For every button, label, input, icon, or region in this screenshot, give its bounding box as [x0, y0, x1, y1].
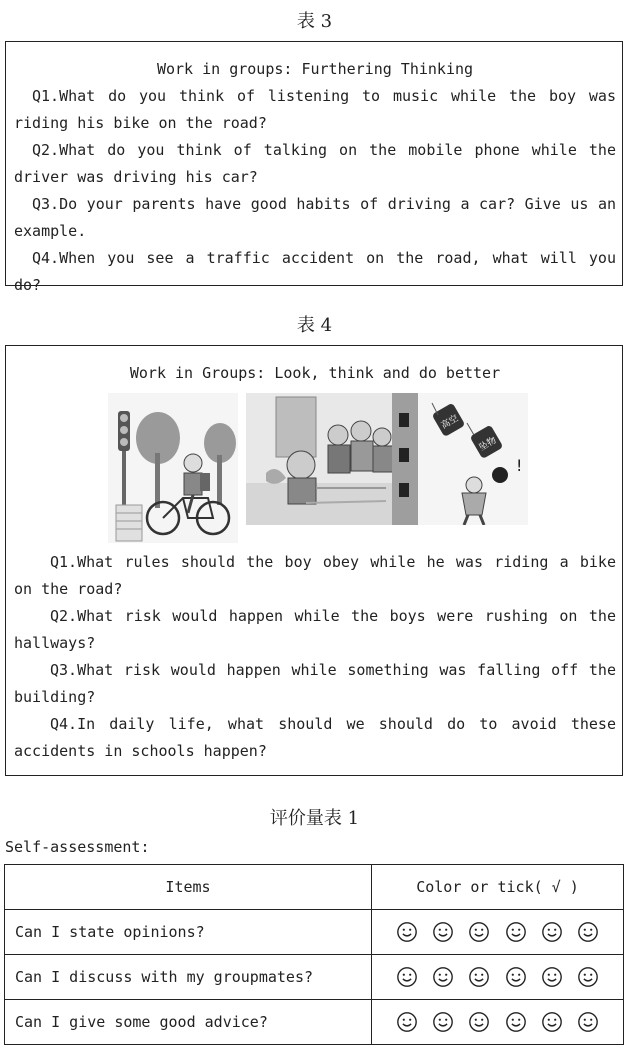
table4-question-4: Q4.In daily life, what should we should do to avoid these accidents in schools happen?: [14, 715, 616, 760]
smiley-cell: [372, 1000, 624, 1045]
table3-question-3: Q3.Do your parents have good habits of driving a car? Give us an example.: [14, 195, 616, 240]
smiley-icon[interactable]: [432, 921, 454, 943]
smiley-icon[interactable]: [577, 1011, 599, 1033]
table3-title: Work in groups: Furthering Thinking: [156, 60, 474, 78]
table4-box: [5, 345, 623, 776]
item-label: Can I state opinions?: [5, 910, 372, 955]
item-label: Can I discuss with my groupmates?: [5, 955, 372, 1000]
table4-question-1: Q1.What rules should the boy obey while he was riding a bike on the road?: [14, 553, 616, 598]
smiley-icon[interactable]: [396, 966, 418, 988]
smiley-group: [382, 966, 613, 988]
table3-question-2: Q2.What do you think of talking on the mobile phone while the driver was driving his car?: [14, 141, 616, 186]
self-assessment-table: [4, 864, 624, 1045]
smiley-icon[interactable]: [577, 966, 599, 988]
smiley-icon[interactable]: [396, 921, 418, 943]
smiley-icon[interactable]: [505, 1011, 527, 1033]
smiley-icon[interactable]: [468, 966, 490, 988]
table4-caption: 表 4: [296, 315, 333, 336]
self-assessment-label: Self-assessment:: [5, 838, 150, 856]
table-row: [5, 955, 624, 1000]
smiley-group: [382, 921, 613, 943]
svg-text:!: !: [516, 456, 523, 475]
smiley-icon[interactable]: [468, 1011, 490, 1033]
smiley-icon[interactable]: [577, 921, 599, 943]
smiley-icon[interactable]: [396, 1011, 418, 1033]
table-header-row: [5, 865, 624, 910]
falling-object-label-1: 高空: [439, 413, 461, 432]
item-label: Can I give some good advice?: [5, 1000, 372, 1045]
smiley-icon[interactable]: [505, 966, 527, 988]
table-row: [5, 1000, 624, 1045]
falling-object-label-2: 坠物: [477, 435, 499, 454]
smiley-icon[interactable]: [541, 921, 563, 943]
header-items: Items: [5, 865, 372, 910]
bike-illustration: [108, 393, 238, 543]
table4-question-3: Q3.What risk would happen while something was falling off the building?: [14, 661, 616, 706]
header-color-or-tick: Color or tick( √ ): [372, 865, 624, 910]
falling-objects-illustration: [392, 393, 528, 525]
table3-box: [5, 41, 623, 294]
table3-question-1: Q1.What do you think of listening to music while the boy was riding his bike on the road?: [14, 87, 616, 132]
table3-caption: 表 3: [296, 11, 333, 32]
hallway-illustration: [246, 393, 394, 525]
table4-question-2: Q2.What risk would happen while the boys were rushing on the hallways?: [14, 607, 616, 652]
assessment-caption: 评价量表 1: [269, 808, 360, 829]
smiley-icon[interactable]: [541, 966, 563, 988]
table4-title: Work in Groups: Look, think and do better: [129, 364, 501, 382]
smiley-icon[interactable]: [505, 921, 527, 943]
smiley-icon[interactable]: [432, 966, 454, 988]
table-row: [5, 910, 624, 955]
smiley-cell: [372, 910, 624, 955]
smiley-icon[interactable]: [468, 921, 490, 943]
smiley-cell: [372, 955, 624, 1000]
smiley-icon[interactable]: [541, 1011, 563, 1033]
smiley-group: [382, 1011, 613, 1033]
table3-question-4: Q4.When you see a traffic accident on the road, what will you do?: [14, 249, 616, 294]
smiley-icon[interactable]: [432, 1011, 454, 1033]
